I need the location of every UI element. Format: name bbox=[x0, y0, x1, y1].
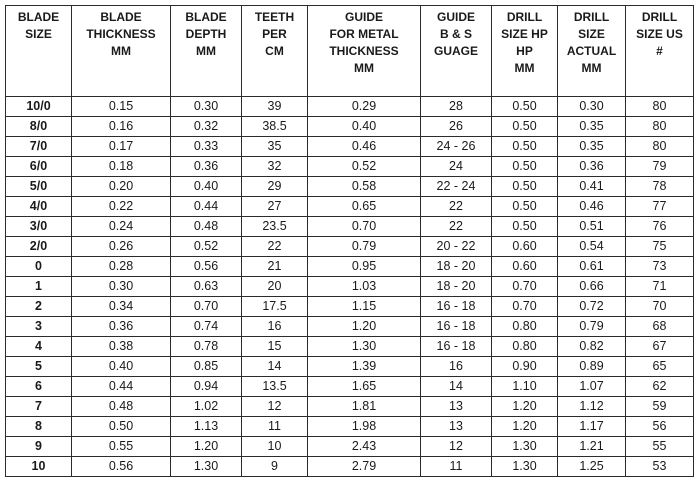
teeth-per-cm-cell: 21 bbox=[242, 257, 308, 277]
blade-depth-cell: 0.85 bbox=[171, 357, 242, 377]
header-teeth-per-cm: TEETH PER CM bbox=[242, 6, 308, 97]
blade-size-cell: 8/0 bbox=[6, 117, 72, 137]
blade-depth-cell: 1.13 bbox=[171, 417, 242, 437]
table-row bbox=[6, 297, 694, 317]
drill-size-us-cell: 79 bbox=[626, 157, 694, 177]
drill-size-hp-cell: 0.50 bbox=[492, 177, 558, 197]
blade-thickness-cell: 0.22 bbox=[72, 197, 171, 217]
drill-size-us-cell: 80 bbox=[626, 137, 694, 157]
drill-size-actual-cell: 0.82 bbox=[558, 337, 626, 357]
table-row bbox=[6, 397, 694, 417]
teeth-per-cm-cell: 14 bbox=[242, 357, 308, 377]
blade-depth-cell: 0.74 bbox=[171, 317, 242, 337]
teeth-per-cm-cell: 20 bbox=[242, 277, 308, 297]
teeth-per-cm-cell: 35 bbox=[242, 137, 308, 157]
guide-bs-gauge-cell: 16 bbox=[421, 357, 492, 377]
guide-metal-thickness-cell: 2.43 bbox=[308, 437, 421, 457]
drill-size-actual-cell: 0.89 bbox=[558, 357, 626, 377]
blade-thickness-cell: 0.20 bbox=[72, 177, 171, 197]
guide-bs-gauge-cell: 26 bbox=[421, 117, 492, 137]
drill-size-actual-cell: 0.35 bbox=[558, 137, 626, 157]
blade-thickness-cell: 0.50 bbox=[72, 417, 171, 437]
blade-size-cell: 2 bbox=[6, 297, 72, 317]
drill-size-actual-cell: 0.72 bbox=[558, 297, 626, 317]
teeth-per-cm-cell: 23.5 bbox=[242, 217, 308, 237]
table-body bbox=[6, 97, 694, 477]
table-container bbox=[5, 5, 693, 477]
table-row bbox=[6, 277, 694, 297]
teeth-per-cm-cell: 16 bbox=[242, 317, 308, 337]
guide-bs-gauge-cell: 14 bbox=[421, 377, 492, 397]
blade-depth-cell: 0.78 bbox=[171, 337, 242, 357]
blade-size-cell: 9 bbox=[6, 437, 72, 457]
blade-thickness-cell: 0.40 bbox=[72, 357, 171, 377]
blade-size-cell: 1 bbox=[6, 277, 72, 297]
drill-size-actual-cell: 0.36 bbox=[558, 157, 626, 177]
blade-thickness-cell: 0.48 bbox=[72, 397, 171, 417]
guide-bs-gauge-cell: 22 bbox=[421, 197, 492, 217]
header-drill-size-hp: DRILL SIZE HP HP MM bbox=[492, 6, 558, 97]
blade-size-cell: 3 bbox=[6, 317, 72, 337]
blade-thickness-cell: 0.26 bbox=[72, 237, 171, 257]
drill-size-actual-cell: 0.51 bbox=[558, 217, 626, 237]
table-row bbox=[6, 317, 694, 337]
teeth-per-cm-cell: 12 bbox=[242, 397, 308, 417]
drill-size-hp-cell: 0.50 bbox=[492, 117, 558, 137]
guide-metal-thickness-cell: 1.81 bbox=[308, 397, 421, 417]
table-row bbox=[6, 197, 694, 217]
blade-size-cell: 6/0 bbox=[6, 157, 72, 177]
drill-size-us-cell: 65 bbox=[626, 357, 694, 377]
guide-bs-gauge-cell: 22 - 24 bbox=[421, 177, 492, 197]
drill-size-hp-cell: 1.20 bbox=[492, 417, 558, 437]
blade-depth-cell: 1.30 bbox=[171, 457, 242, 477]
header-guide-metal-thickness: GUIDE FOR METAL THICKNESS MM bbox=[308, 6, 421, 97]
drill-size-actual-cell: 0.41 bbox=[558, 177, 626, 197]
guide-metal-thickness-cell: 2.79 bbox=[308, 457, 421, 477]
blade-size-cell: 4 bbox=[6, 337, 72, 357]
table-row bbox=[6, 457, 694, 477]
drill-size-hp-cell: 0.50 bbox=[492, 97, 558, 117]
drill-size-actual-cell: 0.66 bbox=[558, 277, 626, 297]
drill-size-actual-cell: 0.30 bbox=[558, 97, 626, 117]
guide-bs-gauge-cell: 11 bbox=[421, 457, 492, 477]
guide-metal-thickness-cell: 1.30 bbox=[308, 337, 421, 357]
drill-size-hp-cell: 0.70 bbox=[492, 297, 558, 317]
drill-size-actual-cell: 0.46 bbox=[558, 197, 626, 217]
teeth-per-cm-cell: 38.5 bbox=[242, 117, 308, 137]
guide-bs-gauge-cell: 12 bbox=[421, 437, 492, 457]
table-row bbox=[6, 257, 694, 277]
drill-size-actual-cell: 0.61 bbox=[558, 257, 626, 277]
teeth-per-cm-cell: 13.5 bbox=[242, 377, 308, 397]
drill-size-hp-cell: 1.20 bbox=[492, 397, 558, 417]
guide-bs-gauge-cell: 24 bbox=[421, 157, 492, 177]
drill-size-hp-cell: 0.50 bbox=[492, 217, 558, 237]
drill-size-hp-cell: 1.10 bbox=[492, 377, 558, 397]
blade-size-cell: 7 bbox=[6, 397, 72, 417]
blade-size-cell: 6 bbox=[6, 377, 72, 397]
guide-metal-thickness-cell: 0.65 bbox=[308, 197, 421, 217]
blade-depth-cell: 1.02 bbox=[171, 397, 242, 417]
guide-metal-thickness-cell: 0.46 bbox=[308, 137, 421, 157]
drill-size-us-cell: 55 bbox=[626, 437, 694, 457]
drill-size-us-cell: 67 bbox=[626, 337, 694, 357]
drill-size-us-cell: 53 bbox=[626, 457, 694, 477]
guide-metal-thickness-cell: 1.20 bbox=[308, 317, 421, 337]
drill-size-us-cell: 70 bbox=[626, 297, 694, 317]
guide-metal-thickness-cell: 0.52 bbox=[308, 157, 421, 177]
blade-size-cell: 10/0 bbox=[6, 97, 72, 117]
guide-bs-gauge-cell: 20 - 22 bbox=[421, 237, 492, 257]
blade-depth-cell: 0.30 bbox=[171, 97, 242, 117]
guide-metal-thickness-cell: 1.03 bbox=[308, 277, 421, 297]
blade-depth-cell: 0.40 bbox=[171, 177, 242, 197]
blade-depth-cell: 1.20 bbox=[171, 437, 242, 457]
drill-size-actual-cell: 0.54 bbox=[558, 237, 626, 257]
table-row bbox=[6, 117, 694, 137]
guide-metal-thickness-cell: 1.65 bbox=[308, 377, 421, 397]
blade-size-cell: 8 bbox=[6, 417, 72, 437]
guide-metal-thickness-cell: 0.29 bbox=[308, 97, 421, 117]
table-row bbox=[6, 357, 694, 377]
drill-size-us-cell: 78 bbox=[626, 177, 694, 197]
drill-size-actual-cell: 1.25 bbox=[558, 457, 626, 477]
teeth-per-cm-cell: 22 bbox=[242, 237, 308, 257]
blade-thickness-cell: 0.30 bbox=[72, 277, 171, 297]
header-blade-thickness: BLADE THICKNESS MM bbox=[72, 6, 171, 97]
drill-size-hp-cell: 0.80 bbox=[492, 317, 558, 337]
blade-thickness-cell: 0.36 bbox=[72, 317, 171, 337]
drill-size-hp-cell: 0.50 bbox=[492, 137, 558, 157]
table-row bbox=[6, 217, 694, 237]
teeth-per-cm-cell: 15 bbox=[242, 337, 308, 357]
guide-metal-thickness-cell: 0.40 bbox=[308, 117, 421, 137]
guide-bs-gauge-cell: 24 - 26 bbox=[421, 137, 492, 157]
drill-size-hp-cell: 0.60 bbox=[492, 237, 558, 257]
table-row bbox=[6, 157, 694, 177]
blade-size-cell: 0 bbox=[6, 257, 72, 277]
table-row bbox=[6, 417, 694, 437]
guide-metal-thickness-cell: 0.58 bbox=[308, 177, 421, 197]
drill-size-actual-cell: 1.21 bbox=[558, 437, 626, 457]
drill-size-us-cell: 73 bbox=[626, 257, 694, 277]
guide-bs-gauge-cell: 13 bbox=[421, 417, 492, 437]
blade-depth-cell: 0.44 bbox=[171, 197, 242, 217]
teeth-per-cm-cell: 29 bbox=[242, 177, 308, 197]
teeth-per-cm-cell: 11 bbox=[242, 417, 308, 437]
blade-thickness-cell: 0.18 bbox=[72, 157, 171, 177]
blade-size-cell: 3/0 bbox=[6, 217, 72, 237]
drill-size-us-cell: 62 bbox=[626, 377, 694, 397]
blade-depth-cell: 0.32 bbox=[171, 117, 242, 137]
teeth-per-cm-cell: 32 bbox=[242, 157, 308, 177]
drill-size-hp-cell: 0.70 bbox=[492, 277, 558, 297]
drill-size-actual-cell: 1.12 bbox=[558, 397, 626, 417]
guide-bs-gauge-cell: 16 - 18 bbox=[421, 317, 492, 337]
guide-bs-gauge-cell: 18 - 20 bbox=[421, 257, 492, 277]
blade-thickness-cell: 0.28 bbox=[72, 257, 171, 277]
header-drill-size-us: DRILL SIZE US # bbox=[626, 6, 694, 97]
guide-bs-gauge-cell: 16 - 18 bbox=[421, 297, 492, 317]
header-guide-bs-gauge: GUIDE B & S GUAGE bbox=[421, 6, 492, 97]
blade-thickness-cell: 0.16 bbox=[72, 117, 171, 137]
table-row bbox=[6, 437, 694, 457]
drill-size-actual-cell: 1.17 bbox=[558, 417, 626, 437]
blade-size-cell: 4/0 bbox=[6, 197, 72, 217]
guide-metal-thickness-cell: 1.39 bbox=[308, 357, 421, 377]
guide-bs-gauge-cell: 13 bbox=[421, 397, 492, 417]
table-row bbox=[6, 237, 694, 257]
blade-thickness-cell: 0.24 bbox=[72, 217, 171, 237]
guide-bs-gauge-cell: 18 - 20 bbox=[421, 277, 492, 297]
blade-size-cell: 7/0 bbox=[6, 137, 72, 157]
drill-size-actual-cell: 1.07 bbox=[558, 377, 626, 397]
blade-depth-cell: 0.36 bbox=[171, 157, 242, 177]
blade-thickness-cell: 0.38 bbox=[72, 337, 171, 357]
drill-size-hp-cell: 1.30 bbox=[492, 437, 558, 457]
header-blade-size: BLADE SIZE bbox=[6, 6, 72, 97]
blade-thickness-cell: 0.15 bbox=[72, 97, 171, 117]
drill-size-hp-cell: 0.80 bbox=[492, 337, 558, 357]
guide-metal-thickness-cell: 0.79 bbox=[308, 237, 421, 257]
header-row bbox=[6, 6, 694, 97]
teeth-per-cm-cell: 9 bbox=[242, 457, 308, 477]
teeth-per-cm-cell: 10 bbox=[242, 437, 308, 457]
guide-metal-thickness-cell: 0.70 bbox=[308, 217, 421, 237]
blade-depth-cell: 0.48 bbox=[171, 217, 242, 237]
blade-depth-cell: 0.94 bbox=[171, 377, 242, 397]
guide-metal-thickness-cell: 1.98 bbox=[308, 417, 421, 437]
drill-size-hp-cell: 0.60 bbox=[492, 257, 558, 277]
teeth-per-cm-cell: 27 bbox=[242, 197, 308, 217]
blade-depth-cell: 0.52 bbox=[171, 237, 242, 257]
blade-thickness-cell: 0.17 bbox=[72, 137, 171, 157]
blade-size-cell: 5 bbox=[6, 357, 72, 377]
table-row bbox=[6, 177, 694, 197]
guide-metal-thickness-cell: 0.95 bbox=[308, 257, 421, 277]
header-drill-size-actual: DRILL SIZE ACTUAL MM bbox=[558, 6, 626, 97]
blade-thickness-cell: 0.56 bbox=[72, 457, 171, 477]
drill-size-us-cell: 77 bbox=[626, 197, 694, 217]
drill-size-hp-cell: 1.30 bbox=[492, 457, 558, 477]
saw-blade-size-table bbox=[5, 5, 694, 477]
drill-size-us-cell: 56 bbox=[626, 417, 694, 437]
drill-size-actual-cell: 0.35 bbox=[558, 117, 626, 137]
table-row bbox=[6, 377, 694, 397]
drill-size-us-cell: 71 bbox=[626, 277, 694, 297]
drill-size-us-cell: 68 bbox=[626, 317, 694, 337]
guide-metal-thickness-cell: 1.15 bbox=[308, 297, 421, 317]
guide-bs-gauge-cell: 16 - 18 bbox=[421, 337, 492, 357]
table-row bbox=[6, 97, 694, 117]
guide-bs-gauge-cell: 28 bbox=[421, 97, 492, 117]
blade-thickness-cell: 0.55 bbox=[72, 437, 171, 457]
guide-bs-gauge-cell: 22 bbox=[421, 217, 492, 237]
table-row bbox=[6, 137, 694, 157]
drill-size-hp-cell: 0.90 bbox=[492, 357, 558, 377]
drill-size-us-cell: 59 bbox=[626, 397, 694, 417]
blade-depth-cell: 0.56 bbox=[171, 257, 242, 277]
drill-size-us-cell: 75 bbox=[626, 237, 694, 257]
drill-size-us-cell: 76 bbox=[626, 217, 694, 237]
drill-size-actual-cell: 0.79 bbox=[558, 317, 626, 337]
blade-depth-cell: 0.33 bbox=[171, 137, 242, 157]
table-row bbox=[6, 337, 694, 357]
drill-size-us-cell: 80 bbox=[626, 117, 694, 137]
blade-depth-cell: 0.70 bbox=[171, 297, 242, 317]
teeth-per-cm-cell: 17.5 bbox=[242, 297, 308, 317]
blade-thickness-cell: 0.34 bbox=[72, 297, 171, 317]
header-blade-depth: BLADE DEPTH MM bbox=[171, 6, 242, 97]
blade-thickness-cell: 0.44 bbox=[72, 377, 171, 397]
drill-size-us-cell: 80 bbox=[626, 97, 694, 117]
drill-size-hp-cell: 0.50 bbox=[492, 157, 558, 177]
blade-size-cell: 5/0 bbox=[6, 177, 72, 197]
teeth-per-cm-cell: 39 bbox=[242, 97, 308, 117]
blade-depth-cell: 0.63 bbox=[171, 277, 242, 297]
blade-size-cell: 10 bbox=[6, 457, 72, 477]
blade-size-cell: 2/0 bbox=[6, 237, 72, 257]
drill-size-hp-cell: 0.50 bbox=[492, 197, 558, 217]
